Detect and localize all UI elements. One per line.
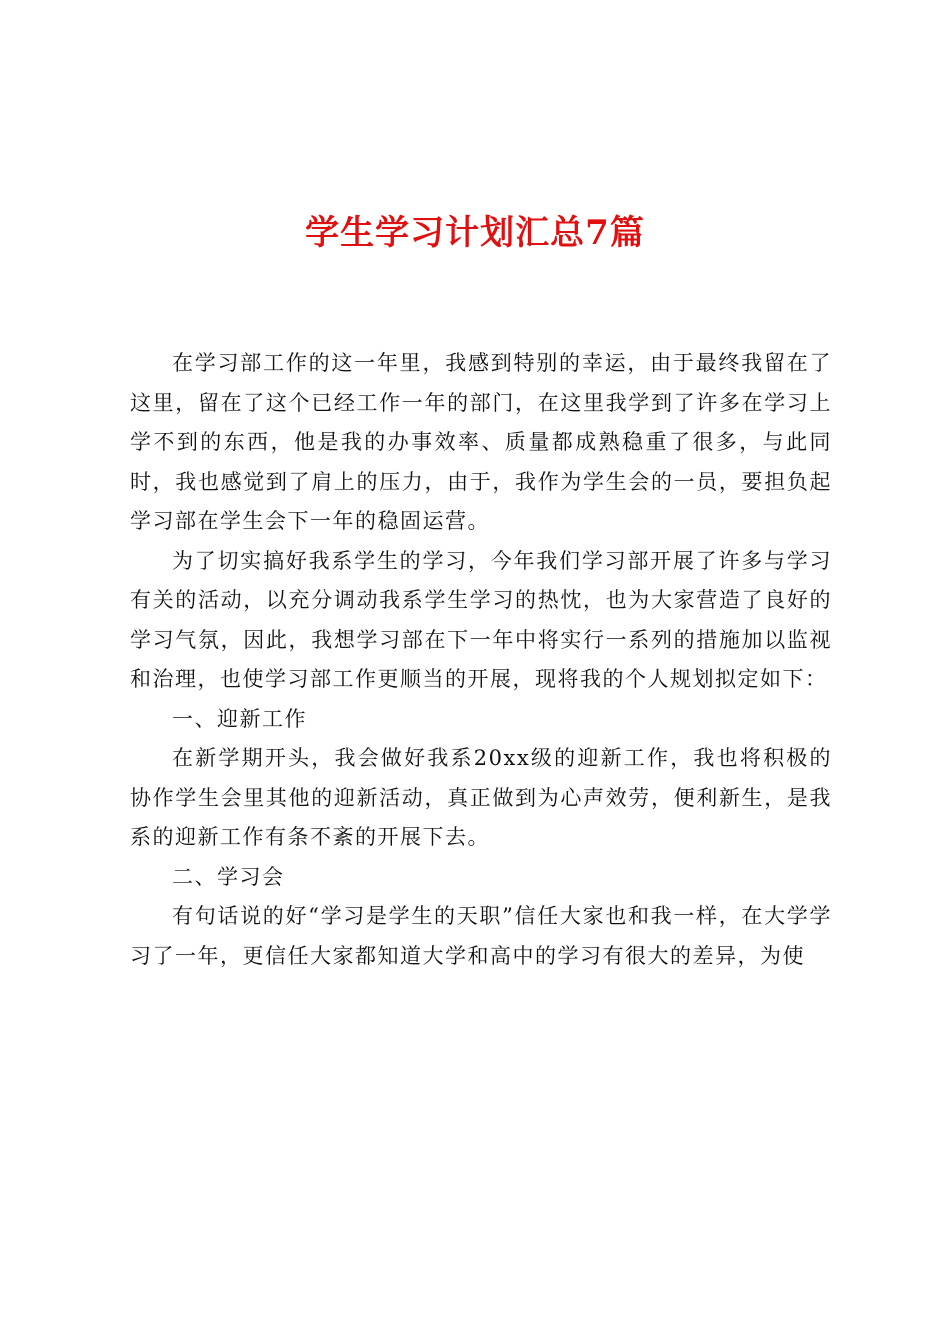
section-heading-orientation: 一、迎新工作	[172, 706, 307, 731]
section-heading-study-meeting: 二、学习会	[172, 864, 285, 889]
paragraph-study-meeting: 有句话说的好“学习是学生的天职”信任大家也和我一样，在大学学习了一年，更信任大家都知道大学和高中的学习有很大的差异，为使	[130, 904, 832, 968]
document-title: 学生学习计划汇总7篇	[305, 213, 645, 253]
paragraph-plan-overview: 为了切实搞好我系学生的学习，今年我们学习部开展了许多与学习有关的活动，以充分调动我系学生学习的热忱，也为大家营造了良好的学习气氛，因此，我想学习部在下一年中将实行一系列的措施加以监视和治理，也使学习部工作更顺当的开展，现将我的个人规划拟定如下：	[130, 548, 832, 691]
document-body	[130, 344, 832, 976]
paragraph-intro: 在学习部工作的这一年里，我感到特别的幸运，由于最终我留在了这里，留在了这个已经工作一年的部门，在这里我学到了许多在学习上学不到的东西，他是我的办事效率、质量都成熟稳重了很多，与此同时，我也感觉到了肩上的压力，由于，我作为学生会的一员，要担负起学习部在学生会下一年的稳固运营。	[130, 351, 832, 533]
paragraph-orientation: 在新学期开头，我会做好我系20xx级的迎新工作，我也将积极的协作学生会里其他的迎新活动，真正做到为心声效劳，便利新生，是我系的迎新工作有条不紊的开展下去。	[130, 746, 832, 849]
